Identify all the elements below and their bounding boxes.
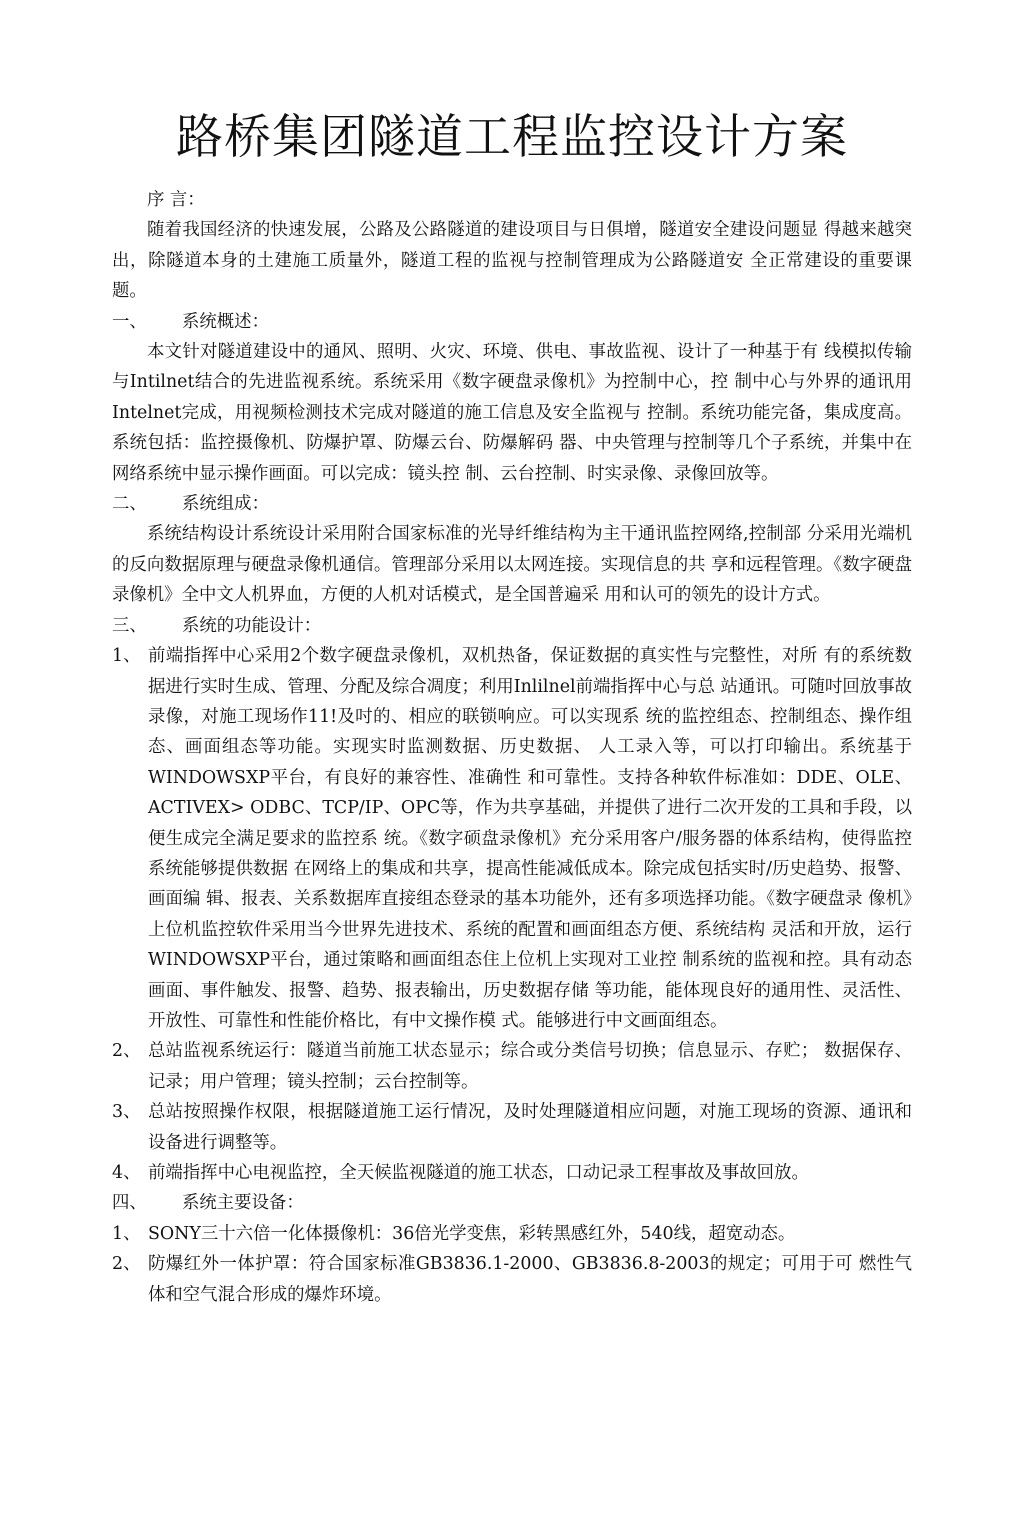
list-item-number: 1、: [112, 646, 141, 667]
section-title: 系统概述：: [182, 311, 269, 332]
section-heading: [112, 307, 912, 337]
section-number: 三、: [112, 615, 147, 636]
list-item-number: 1、: [112, 1223, 141, 1244]
list-item-text: 总站按照操作权限，根据隧道施工运行情况，及时处理隧道相应问题，对施工现场的资源、通讯和设备进行调整等。: [148, 1102, 912, 1153]
document-body: [112, 185, 912, 1310]
list-item-text: 前端指挥中心电视监控，全天候监视隧道的施工状态，口动记录工程事故及事故回放。: [148, 1163, 809, 1183]
list-item-text: 总站监视系统运行：隧道当前施工状态显示；综合或分类信号切换；信息显示、存贮； 数据保存、记录；用户管理；镜头控制；云台控制等。: [148, 1041, 912, 1092]
section-paragraph: 系统结构设计系统设计采用附合国家标准的光导纤维结构为主干通讯监控网络,控制部 分采用光端机的反向数据原理与硬盘录像机通信。管理部分采用以太网连接。实现信息的共 享和远程管理。《数字硬盘录像机》全中文人机界血，方便的人机对话模式，是全国普遍采 用和认可的领先的设计方式。: [112, 524, 912, 606]
section-heading: [112, 611, 912, 641]
list-item: [112, 1158, 912, 1188]
list-item: [112, 1097, 912, 1158]
section-paragraph: 本文针对隧道建设中的通风、照明、火灾、环境、供电、事故监视、设计了一种基于有 线模拟传输与Intilnet结合的先进监视系统。系统采用《数字硬盘录像机》为控制中心，控 制中心与外界的通讯用Intelnet完成，用视频检测技术完成对隧道的施工信息及安全监视与 控制。系统功能完备，集成度高。系统包括：监控摄像机、防爆护罩、防爆云台、防爆解码 器、中央管理与控制等几个子系统，并集中在网络系统中显示操作画面。可以完成：镜头控 制、云台控制、时实录像、录像回放等。: [112, 342, 912, 484]
list-item-number: 4、: [112, 1163, 141, 1183]
list-item-text: 防爆红外一体护罩：符合国家标准GB3836.1-2000、GB3836.8-2003的规定；可用于可 燃性气体和空气混合形成的爆炸环境。: [148, 1254, 912, 1305]
list-item: [112, 1219, 912, 1249]
section-number: 一、: [112, 311, 147, 332]
list-item-number: 2、: [112, 1041, 141, 1062]
section-title: 系统主要设备：: [182, 1193, 304, 1214]
section-number: 四、: [112, 1193, 147, 1214]
section-title: 系统组成：: [182, 494, 269, 515]
section-heading: [112, 1188, 912, 1218]
section-title: 系统的功能设计：: [182, 615, 322, 636]
document-title: 路桥集团隧道工程监控设计方案: [176, 110, 848, 165]
preface-paragraph: 随着我国经济的快速发展，公路及公路隧道的建设项目与日俱增，隧道安全建设问题显 得越来越突出，除隧道本身的土建施工质量外，隧道工程的监视与控制管理成为公路隧道安 全正常建设的重要课题。: [112, 220, 912, 302]
list-item: [112, 1249, 912, 1310]
list-item: [112, 1036, 912, 1097]
section-heading: [112, 489, 912, 519]
section-number: 二、: [112, 494, 147, 515]
preface-label: 序 言：: [147, 190, 205, 210]
list-item-text: SONY三十六倍一化体摄像机：36倍光学变焦，彩转黑感红外，540线，超宽动态。: [148, 1223, 796, 1244]
list-item-text: 前端指挥中心采用2个数字硬盘录像机，双机热备，保证数据的真实性与完整性，对所 有的系统数据进行实时生成、管理、分配及综合凋度；利用Inlilnel前端指挥中心与总 站通讯。可随吋回放事故录像，对施工现场作11!及吋的、相应的联锁响应。可以实现系 统的监控组态、控制组态、操作组态、画面组态等功能。实现实时监测数据、历史数据、 人工录入等，可以打印输出。系统基于WINDOWSXP平台，有良好的兼容性、准确性 和可靠性。支持各种软件标准如：DDE、OLE、ACTIVEX> ODBC、TCP/IP、OPC等，作为共享基础，并提供了进行二次开发的工具和手段，以便生成完全满足要求的监控系 统。《数字硕盘录像机》充分采用客户/服务器的体系结构，使得监控系统能够提供数据 在网络上的集成和共享，提高性能减低成本。除完成包括实时/历史趋势、报警、画面编 辑、报表、关系数据库直接组态登录的基本功能外，还有多项选择功能。《数字硬盘录 像机》上位机监控软件采用当今世界先进技术、系统的配置和画面组态方便、系统结构 灵活和开放，运行WINDOWSXP平台，通过策略和画面组态住上位机上实现对工业控 制系统的监视和控。具有动态画面、事件触发、报警、趋势、报表输出，历史数据存储 等功能，能体现良好的通用性、灵活性、开放性、可靠性和性能价格比，有中文操作模 式。能够进行中文画面组态。: [148, 646, 912, 1031]
list-item: [112, 641, 912, 1036]
list-item-number: 3、: [112, 1102, 141, 1123]
list-item-number: 2、: [112, 1254, 141, 1275]
